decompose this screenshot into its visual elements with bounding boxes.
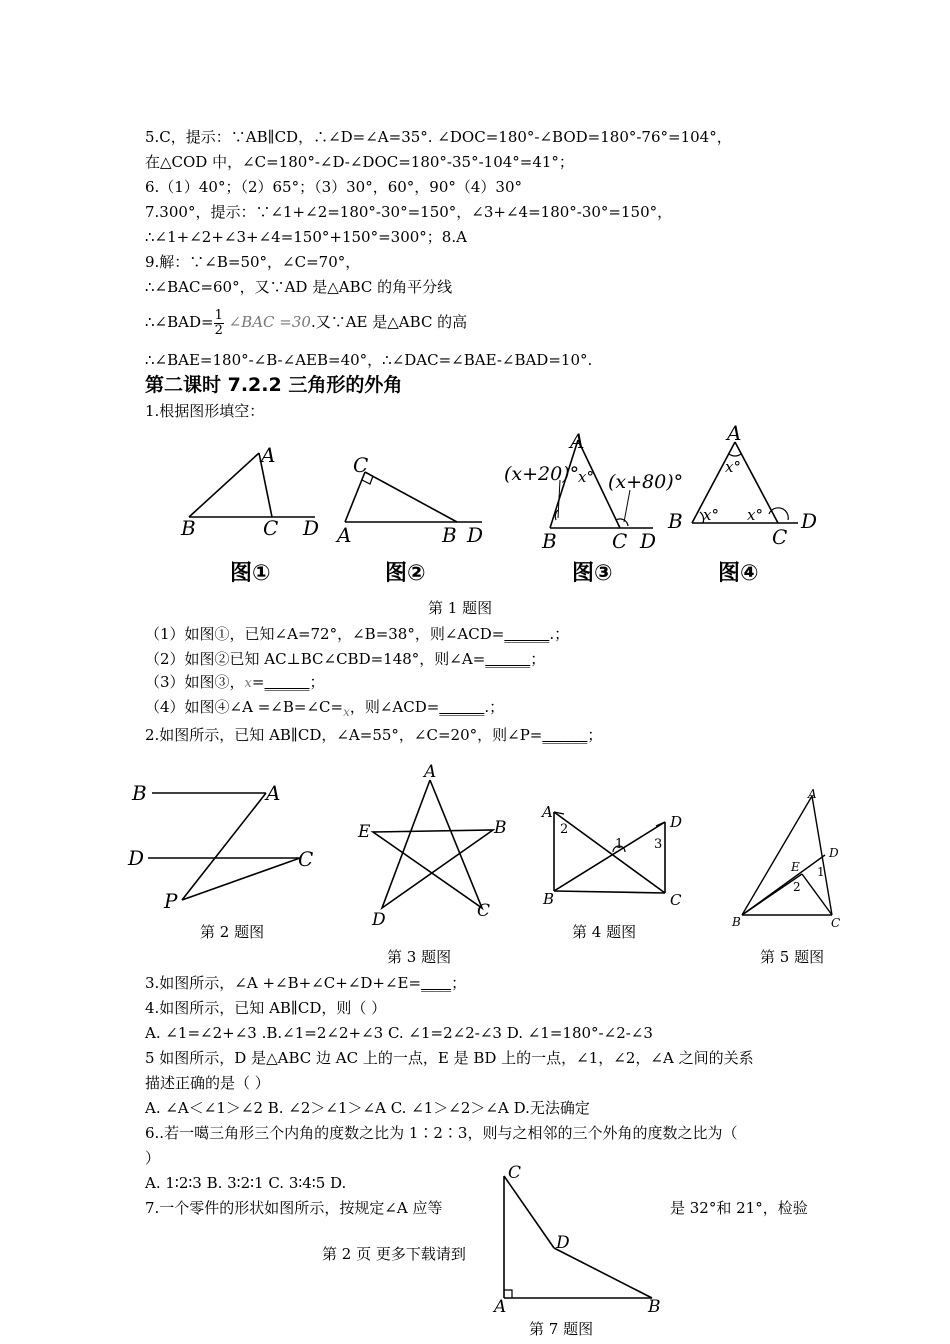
- question-5-options: A. ∠A＜∠1＞∠2 B. ∠2＞∠1＞∠A C. ∠1＞∠2＞∠A D.无法确定: [145, 1099, 590, 1117]
- fig2-label-b: B: [442, 523, 457, 547]
- q3-label-d: D: [372, 910, 386, 930]
- figure-4: [667, 421, 817, 586]
- q4-label-c: C: [670, 891, 682, 909]
- fig1-label-d: D: [303, 516, 320, 540]
- page-footer: 第 2 页 更多下载请到: [322, 1245, 466, 1263]
- fig4-top-angle: x°: [725, 458, 741, 476]
- question-2: 2.如图所示，已知 AB∥CD，∠A=55°，∠C=20°，则∠P=______；: [145, 726, 603, 744]
- q3-label-b: B: [494, 818, 507, 838]
- blank-p: ______: [542, 726, 588, 744]
- fig3-label-b: B: [542, 529, 557, 553]
- fig4-label-b: B: [668, 509, 683, 533]
- question-7-right: 是 32°和 21°，检验: [670, 1199, 808, 1217]
- fig1-label-b: B: [181, 516, 196, 540]
- figure-q5: [731, 787, 840, 930]
- fig1-label-c: C: [263, 516, 279, 540]
- figure-q2: [127, 781, 313, 913]
- question-1-part3: （3）如图③，x=______；: [145, 673, 325, 691]
- figure-1: [180, 443, 319, 586]
- q5-label-a: A: [808, 787, 817, 801]
- figure-2: [335, 453, 483, 586]
- fig3-label-c: C: [612, 529, 628, 553]
- question-4-caption: 第 4 题图: [572, 923, 637, 941]
- question-5-line2: 描述正确的是（ ）: [145, 1074, 270, 1092]
- fig3-left-angle: (x+20)°: [504, 463, 580, 485]
- bad-prefix: ∴∠BAD=: [145, 313, 214, 331]
- q2-label-a: A: [266, 781, 281, 805]
- blank-acd-1: ______: [504, 625, 550, 643]
- fig3-caption: 图③: [572, 561, 613, 586]
- one-half-fraction: [214, 309, 224, 338]
- answer-9-line2: ∴∠BAC=60°，又∵AD 是△ABC 的角平分线: [145, 278, 453, 296]
- bad-suffix: .又∵AE 是△ABC 的高: [310, 313, 468, 331]
- q4-label-b: B: [543, 890, 555, 908]
- question-2-caption: 第 2 题图: [200, 923, 265, 941]
- figure-1-and-2: [175, 420, 495, 590]
- question-1-intro: 1.根据图形填空：: [145, 402, 265, 420]
- q3-label-c: C: [477, 901, 491, 921]
- answer-7-line2: ∴∠1+∠2+∠3+∠4=150°+150°=300°；8.A: [145, 228, 467, 246]
- answer-9-line4: ∴∠BAE=180°-∠B-∠AEB=40°，∴∠DAC=∠BAE-∠BAD=10°.: [145, 351, 593, 369]
- fig3-label-d: D: [640, 529, 657, 553]
- q2-label-c: C: [298, 847, 314, 871]
- answer-5-line2: 在△COD 中，∠C=180°-∠D-∠DOC=180°-35°-104°=41°；: [145, 153, 574, 171]
- question-1-caption: 第 1 题图: [428, 599, 493, 617]
- q7-label-a: A: [494, 1297, 507, 1317]
- question-1-part1: （1）如图①，已知∠A=72°，∠B=38°，则∠ACD=______.；: [145, 625, 570, 643]
- q7-label-c: C: [508, 1163, 522, 1183]
- q5-angle-2: 2: [793, 880, 801, 894]
- fraction-numerator: 1: [214, 307, 223, 323]
- q5-label-e: E: [791, 860, 800, 874]
- answer-6: 6.（1）40°；（2）65°；（3）30°，60°，90°（4）30°: [145, 178, 523, 196]
- q2-label-p: P: [164, 889, 178, 913]
- q5-label-c: C: [831, 916, 841, 930]
- variable-x-4: x: [343, 705, 350, 719]
- question-5-caption: 第 5 题图: [760, 948, 825, 966]
- q4-label-d: D: [670, 813, 683, 831]
- figure-3-and-4: [500, 420, 830, 590]
- figure-3: [504, 429, 683, 586]
- blank-angle-sum: ____: [421, 974, 452, 992]
- q4-label-a: A: [542, 803, 553, 821]
- question-6-options: A. 1∶2∶3 B. 3∶2∶1 C. 3∶4∶5 D.: [145, 1174, 347, 1192]
- fig2-label-d: D: [467, 523, 484, 547]
- question-1-part4: （4）如图④∠A $=\angle B=\angle C=_x$，则∠ACD=______.；: [145, 698, 505, 719]
- fig4-right-angle: x°: [747, 506, 763, 524]
- blank-acd-4: ______: [439, 698, 485, 716]
- question-4-options: A. ∠1=∠2+∠3 .B.∠1=2∠2+∠3 C. ∠1=2∠2-∠3 D. ∠1=180°-∠2-∠3: [145, 1024, 653, 1042]
- q5-label-d: D: [829, 846, 839, 860]
- bac-expression: ∠BAC =30: [228, 313, 311, 331]
- question-1-part2: （2）如图②已知 AC⊥BC∠CBD=148°，则∠A=______；: [145, 650, 546, 668]
- fig3-top-angle: x°: [578, 468, 594, 486]
- answer-9-line1: 9.解：∵∠B=50°，∠C=70°，: [145, 253, 361, 271]
- q7-label-d: D: [556, 1233, 570, 1253]
- figure-q3-star: [357, 762, 507, 930]
- question-6-line1: 6..若一噶三角形三个内角的度数之比为 1∶2∶3，则与之相邻的三个外角的度数之比为（: [145, 1124, 738, 1142]
- variable-x-3: x: [244, 676, 252, 691]
- question-4: 4.如图所示，已知 AB∥CD，则（ ）: [145, 999, 387, 1017]
- fig3-right-angle: (x+80)°: [608, 471, 684, 493]
- figure-q4: [540, 803, 682, 909]
- fig4-label-c: C: [772, 525, 788, 549]
- q3-label-e: E: [358, 822, 371, 842]
- question-3: 3.如图所示，∠A +∠B+∠C+∠D+∠E=____；: [145, 974, 467, 992]
- q2-label-b: B: [132, 781, 147, 805]
- blank-x-3: ______: [264, 673, 310, 691]
- fraction-denominator: 2: [214, 322, 223, 338]
- figures-row-2: [120, 760, 860, 935]
- q5-label-b: B: [732, 915, 741, 929]
- fig3-label-a: A: [570, 429, 585, 453]
- q5-angle-1: 1: [817, 865, 825, 879]
- q4-angle-2: 2: [560, 822, 569, 837]
- fig2-label-c: C: [353, 453, 369, 477]
- question-6-line2: ）: [145, 1149, 161, 1167]
- q4-angle-1: 1: [615, 837, 624, 852]
- answer-9-line3: [145, 304, 467, 340]
- question-7-caption: 第 7 题图: [529, 1320, 594, 1338]
- fig4-caption: 图④: [718, 561, 759, 586]
- fig2-label-a: A: [337, 523, 352, 547]
- section-heading: 第二课时 7.2.2 三角形的外角: [145, 374, 403, 396]
- fig1-caption: 图①: [230, 561, 271, 586]
- question-3-caption: 第 3 题图: [387, 948, 452, 966]
- question-5-line1: 5 如图所示，D 是△ABC 边 AC 上的一点，E 是 BD 上的一点，∠1，∠2，∠A 之间的关系: [145, 1049, 754, 1067]
- fig4-left-angle: x°: [703, 506, 719, 524]
- blank-a-2: ______: [485, 650, 531, 668]
- q4-angle-3: 3: [654, 837, 663, 852]
- question-7-left: 7.一个零件的形状如图所示，按规定∠A 应等: [145, 1199, 443, 1217]
- fig4-label-a: A: [727, 421, 742, 445]
- fig4-label-d: D: [801, 509, 818, 533]
- figure-q7: [474, 1158, 674, 1344]
- q2-label-d: D: [128, 846, 145, 870]
- q7-label-b: B: [648, 1297, 661, 1317]
- fig2-caption: 图②: [385, 561, 426, 586]
- answer-7-line1: 7.300°，提示：∵∠1+∠2=180°-30°=150°，∠3+∠4=180°-30°=150°，: [145, 203, 673, 221]
- q3-label-a: A: [424, 762, 437, 782]
- fig1-label-a: A: [261, 443, 276, 467]
- answer-5-line1: 5.C，提示：∵AB∥CD，∴∠D=∠A=35°. ∠DOC=180°-∠BOD=180°-76°=104°，: [145, 128, 732, 146]
